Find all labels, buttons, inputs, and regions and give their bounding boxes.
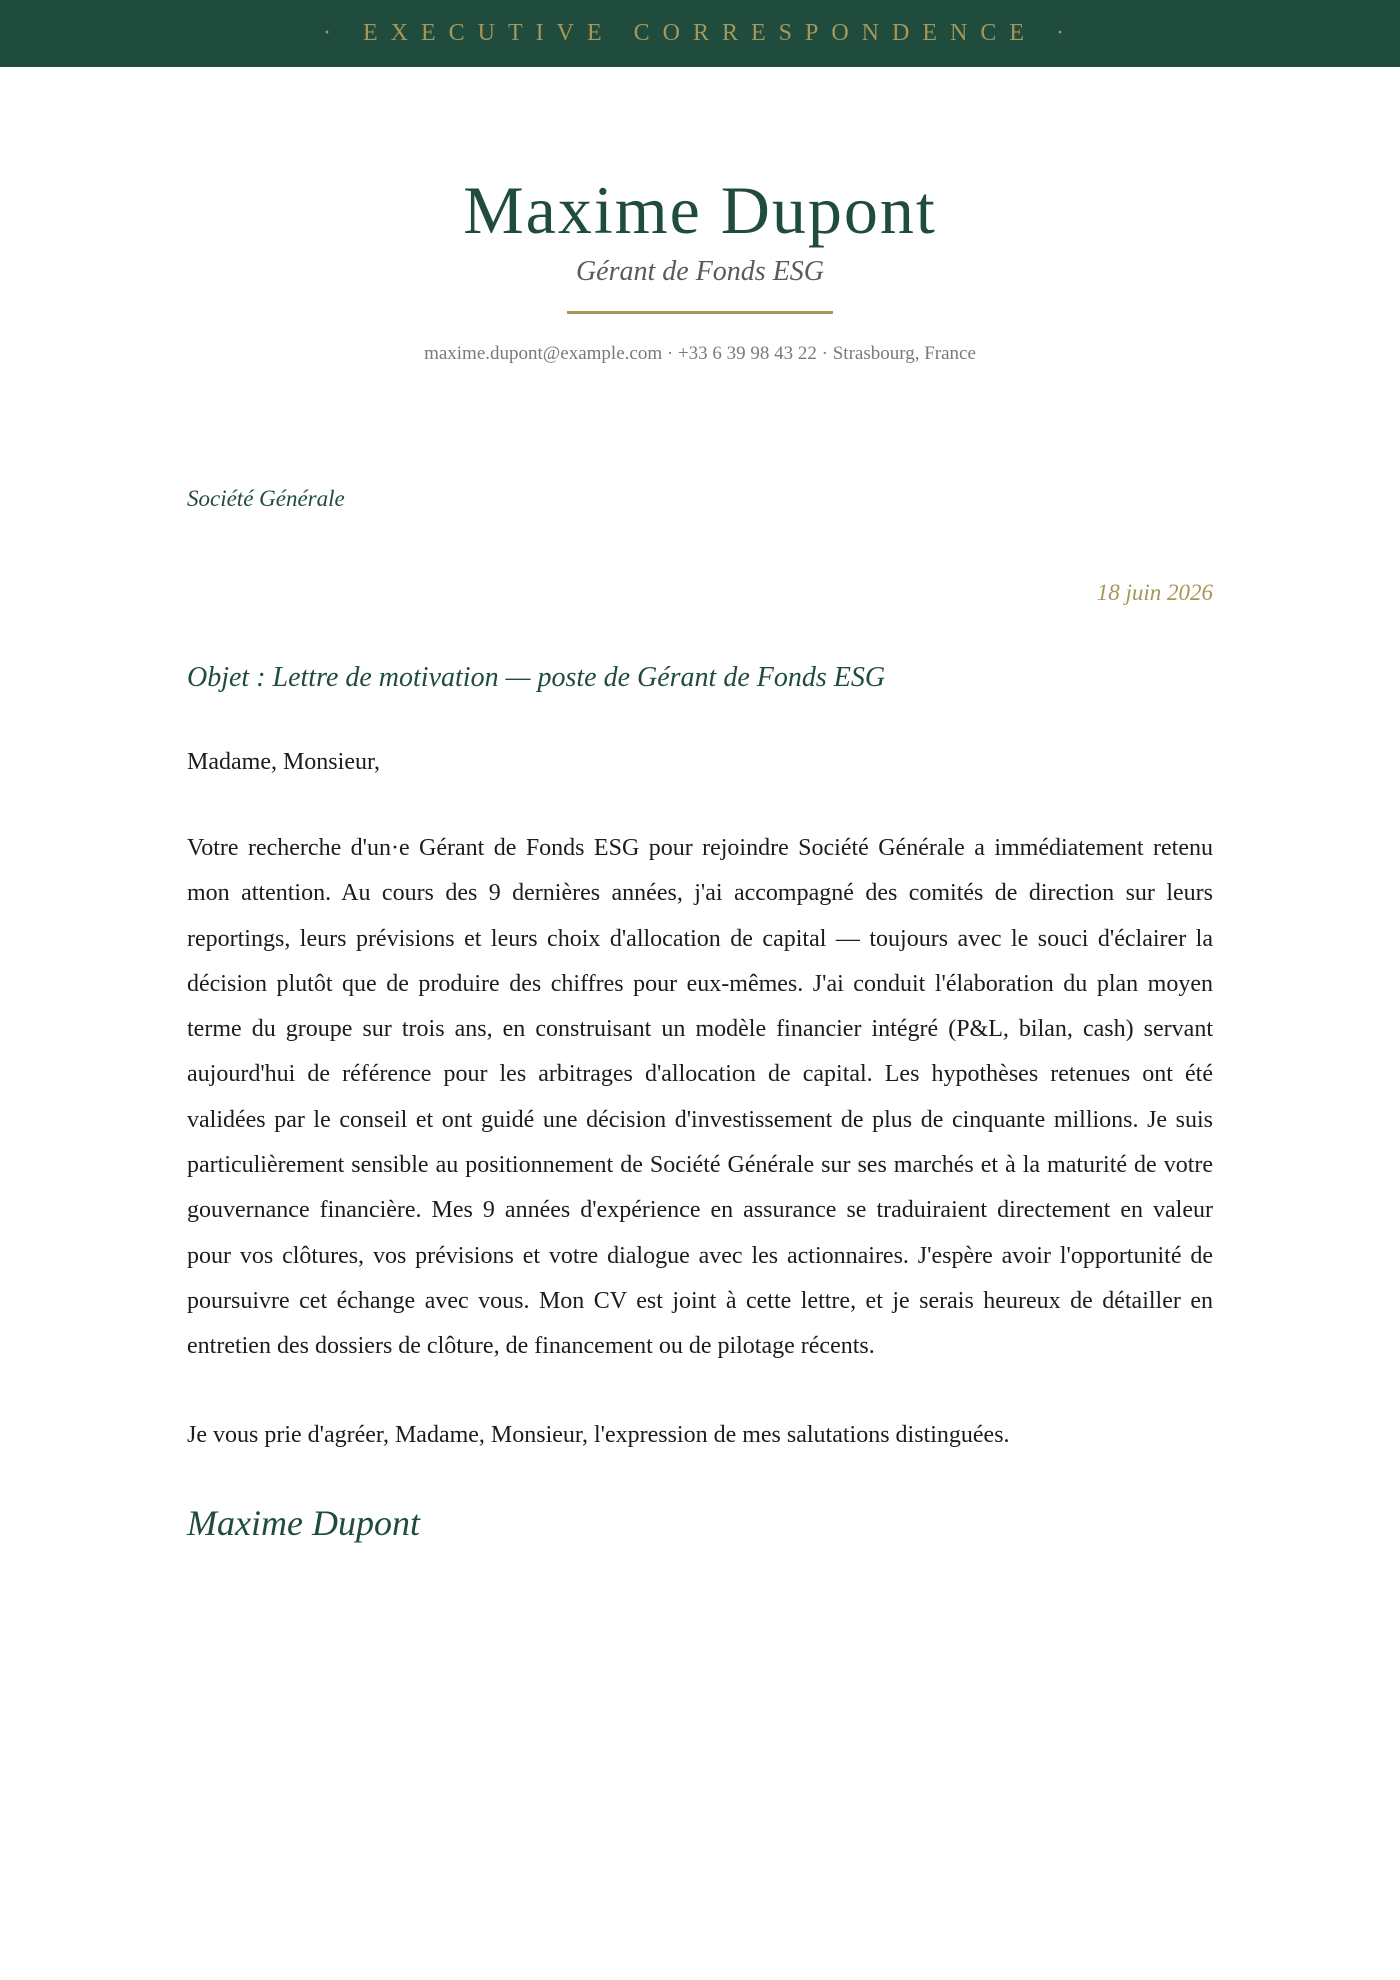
sender-contact: maxime.dupont@example.com · +33 6 39 98 43 22 · Strasbourg, France <box>424 343 976 364</box>
top-banner <box>0 0 1400 67</box>
letter-header <box>0 168 1400 366</box>
sender-name: Maxime Dupont <box>463 172 937 248</box>
header-divider <box>567 311 833 314</box>
banner-title: · EXECUTIVE CORRESPONDENCE · <box>323 20 1077 46</box>
letter-subject: Objet : Lettre de motivation — poste de Gérant de Fonds ESG <box>187 662 886 693</box>
letter-signature: Maxime Dupont <box>187 1503 420 1543</box>
letter-closing: Je vous prie d'agréer, Madame, Monsieur, l'expression de mes salutations distinguées. <box>187 1422 1010 1448</box>
letter-salutation: Madame, Monsieur, <box>187 749 380 775</box>
recipient-company: Société Générale <box>187 486 345 511</box>
sender-role: Gérant de Fonds ESG <box>575 256 825 287</box>
letter-body: Votre recherche d'un·e Gérant de Fonds ESG pour rejoindre Société Générale a immédiatement retenu mon attention. Au cours des 9 dernières années, j'ai accompagné des comités de direction sur leurs reportings, leurs prévisions et leurs choix d'allocation de capital — toujours avec le souci d'éclairer la décision plutôt que de produire des chiffres pour eux-mêmes. J'ai conduit l'élaboration du plan moyen terme du groupe sur trois ans, en construisant un modèle financier intégré (P&L, bilan, cash) servant aujourd'hui de référence pour les arbitrages d'allocation de capital. Les hypothèses retenues ont été validées par le conseil et ont guidé une décision d'investissement de plus de cinquante millions. Je suis particulièrement sensible au positionnement de Société Générale sur ses marchés et à la maturité de votre gouvernance financière. Mes 9 années d'expérience en assurance se traduiraient directement en valeur pour vos clôtures, vos prévisions et votre dialogue avec les actionnaires. J'espère avoir l'opportunité de poursuivre cet échange avec vous. Mon CV est joint à cette lettre, et je serais heureux de détailler en entretien des dossiers de clôture, de financement ou de pilotage récents. <box>187 835 1213 1360</box>
letter-date: 18 juin 2026 <box>1096 580 1213 605</box>
